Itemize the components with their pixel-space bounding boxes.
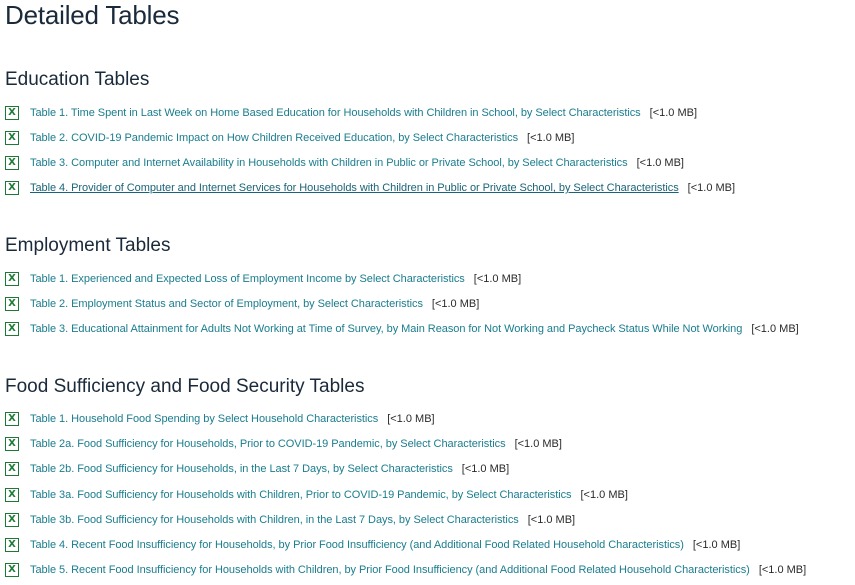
file-size: [<1.0 MB]	[580, 489, 628, 501]
employment-table-2-link[interactable]: Table 2. Employment Status and Sector of Employment, by Select Characteristics	[30, 298, 423, 310]
table-row	[5, 561, 806, 579]
excel-file-icon[interactable]: X	[5, 156, 19, 170]
file-size: [<1.0 MB]	[649, 107, 698, 119]
education-table-1-link[interactable]: Table 1. Time Spent in Last Week on Home Based Education for Households with Children in School, by Select Characteristics	[30, 107, 641, 119]
excel-file-icon[interactable]: X	[5, 437, 19, 451]
education-table-3-link[interactable]: Table 3. Computer and Internet Availability in Households with Children in Public or Private School, by Select Characteristics	[30, 157, 628, 169]
table-row	[5, 486, 628, 504]
file-size: [<1.0 MB]	[527, 514, 576, 526]
file-size: [<1.0 MB]	[687, 182, 736, 194]
food-table-2a-link[interactable]: Table 2a. Food Sufficiency for Households, Prior to COVID-19 Pandemic, by Select Characteristics	[30, 438, 506, 450]
file-size: [<1.0 MB]	[751, 323, 799, 335]
food-table-5-link[interactable]: Table 5. Recent Food Insufficiency for Households with Children, by Prior Food Insufficiency (and Additional Food Related Household Characteristics)	[30, 564, 750, 576]
file-size: [<1.0 MB]	[461, 463, 510, 475]
file-size: [<1.0 MB]	[527, 132, 575, 144]
table-row	[5, 104, 697, 122]
food-table-2b-link[interactable]: Table 2b. Food Sufficiency for Households, in the Last 7 Days, by Select Characteristics	[30, 463, 453, 475]
excel-file-icon[interactable]: X	[5, 297, 19, 311]
section-title-food: Food Sufficiency and Food Security Tables	[5, 376, 365, 397]
file-size: [<1.0 MB]	[758, 564, 807, 576]
excel-file-icon[interactable]: X	[5, 462, 19, 476]
table-row	[5, 536, 740, 554]
table-row	[5, 295, 479, 313]
table-row	[5, 129, 574, 147]
excel-file-icon[interactable]: X	[5, 181, 19, 195]
table-row	[5, 511, 575, 529]
section-title-education: Education Tables	[5, 69, 150, 90]
education-table-4-link[interactable]: Table 4. Provider of Computer and Internet Services for Households with Children in Public or Private School, by Select Characteristics	[30, 182, 679, 194]
excel-file-icon[interactable]: X	[5, 131, 19, 145]
excel-file-icon[interactable]: X	[5, 513, 19, 527]
excel-file-icon[interactable]: X	[5, 563, 19, 577]
file-size: [<1.0 MB]	[387, 413, 435, 425]
table-row	[5, 410, 435, 428]
food-table-4-link[interactable]: Table 4. Recent Food Insufficiency for Households, by Prior Food Insufficiency (and Additional Food Related Household Characteristics)	[30, 539, 684, 551]
employment-table-3-link[interactable]: Table 3. Educational Attainment for Adults Not Working at Time of Survey, by Main Reason for Not Working and Paycheck Status While Not Working	[30, 323, 743, 335]
food-table-3b-link[interactable]: Table 3b. Food Sufficiency for Households with Children, in the Last 7 Days, by Select Characteristics	[30, 514, 519, 526]
file-size: [<1.0 MB]	[692, 539, 741, 551]
excel-file-icon[interactable]: X	[5, 412, 19, 426]
page-title: Detailed Tables	[5, 0, 180, 30]
table-row	[5, 179, 735, 197]
file-size: [<1.0 MB]	[636, 157, 684, 169]
table-row	[5, 435, 562, 453]
education-table-2-link[interactable]: Table 2. COVID-19 Pandemic Impact on How Children Received Education, by Select Characteristics	[30, 132, 519, 144]
file-size: [<1.0 MB]	[514, 438, 562, 450]
file-size: [<1.0 MB]	[473, 273, 522, 285]
table-row	[5, 460, 509, 478]
section-title-employment: Employment Tables	[5, 235, 171, 256]
table-row	[5, 320, 799, 338]
table-row	[5, 154, 684, 172]
excel-file-icon[interactable]: X	[5, 106, 19, 120]
file-size: [<1.0 MB]	[431, 298, 480, 310]
table-row	[5, 270, 521, 288]
food-table-1-link[interactable]: Table 1. Household Food Spending by Select Household Characteristics	[30, 413, 379, 425]
excel-file-icon[interactable]: X	[5, 272, 19, 286]
excel-file-icon[interactable]: X	[5, 538, 19, 552]
employment-table-1-link[interactable]: Table 1. Experienced and Expected Loss of Employment Income by Select Characteristics	[30, 273, 465, 285]
food-table-3a-link[interactable]: Table 3a. Food Sufficiency for Households with Children, Prior to COVID-19 Pandemic, by Select Characteristics	[30, 489, 572, 501]
excel-file-icon[interactable]: X	[5, 322, 19, 336]
excel-file-icon[interactable]: X	[5, 488, 19, 502]
